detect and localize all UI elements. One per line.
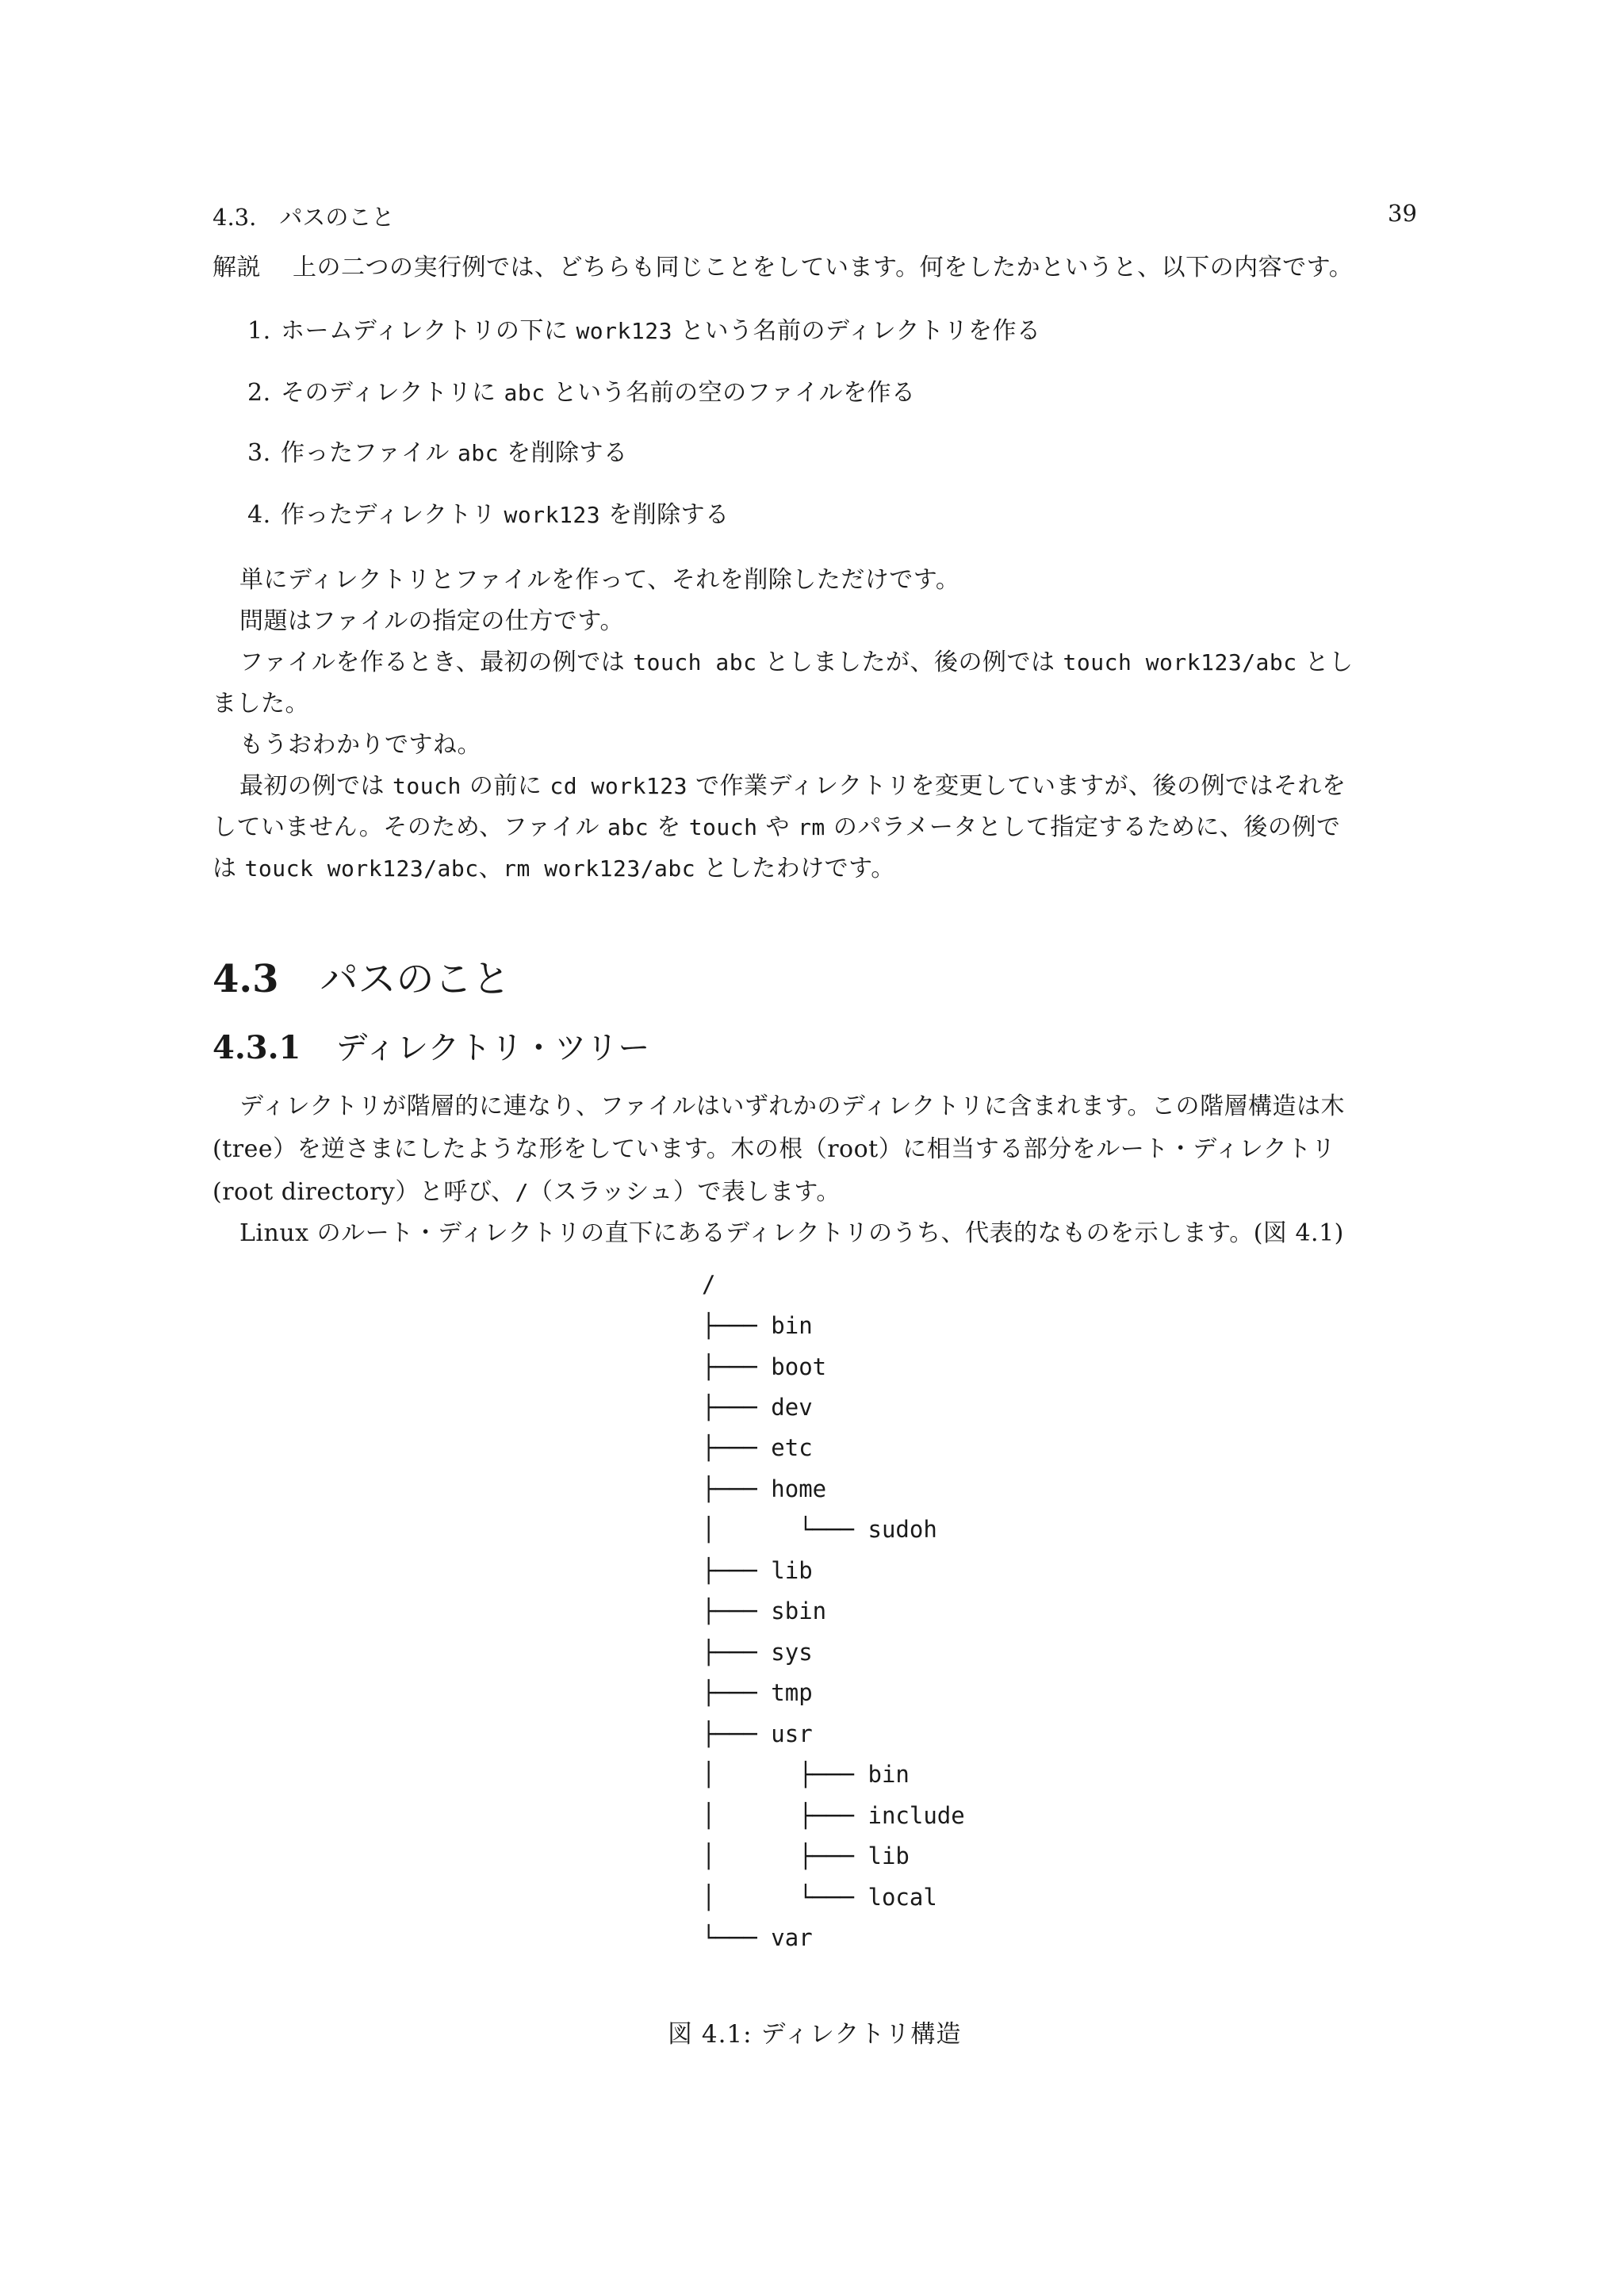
list-number: 2. — [247, 379, 271, 407]
paragraph: もうおわかりですね。 — [239, 731, 481, 759]
paragraph-line: (tree）を逆さまにしたような形をしています。木の根（root）に相当する部分をルート・ディレクトリ — [213, 1135, 1336, 1163]
tree-node: │ ├─── include — [702, 1802, 965, 1829]
inline-code: touch work123/abc — [1063, 649, 1297, 675]
section-number: 4.3 — [213, 957, 279, 1001]
list-item — [247, 495, 730, 530]
subsection-number: 4.3.1 — [213, 1029, 301, 1066]
text-run: (root directory）と呼び、 — [213, 1178, 515, 1206]
inline-code: abc — [504, 380, 546, 406]
text-run: 、 — [478, 855, 504, 882]
paragraph: 問題はファイルの指定の仕方です。 — [239, 607, 624, 635]
inline-code: touch — [688, 814, 758, 840]
text-run: の前に — [461, 772, 550, 800]
tree-node: │ ├─── lib — [702, 1843, 910, 1869]
inline-code: cd work123 — [550, 773, 688, 799]
paragraph: 単にディレクトリとファイルを作って、それを削除しただけです。 — [239, 566, 960, 594]
paragraph-line — [213, 807, 1340, 842]
inline-code: touch — [393, 773, 462, 799]
text-run: としたわけです。 — [695, 855, 895, 882]
text-run: （スラッシュ）で表します。 — [529, 1178, 841, 1206]
tree-node: ├─── lib — [702, 1557, 813, 1584]
tree-node: │ ├─── bin — [702, 1761, 910, 1788]
inline-code: work123 — [576, 318, 672, 344]
tree-node: ├─── bin — [702, 1312, 813, 1339]
tree-node: ├─── etc — [702, 1434, 813, 1461]
explanation-lead: 解説 — [213, 254, 261, 281]
text-run: は — [213, 855, 245, 882]
section-title: パスのこと — [320, 957, 511, 1001]
inline-code: touck work123/abc — [244, 855, 479, 882]
list-number: 1. — [247, 317, 271, 345]
list-text: 作ったディレクトリ — [281, 501, 504, 529]
tree-node: ├─── home — [702, 1475, 827, 1502]
inline-code: / — [515, 1179, 530, 1205]
list-text: そのディレクトリに — [281, 379, 504, 407]
tree-node: └─── var — [702, 1924, 813, 1951]
running-header-section: 4.3. パスのこと — [213, 204, 395, 231]
text-run: で作業ディレクトリを変更していますが、後の例ではそれを — [688, 772, 1346, 800]
text-run: とし — [1297, 649, 1354, 676]
list-text: を削除する — [600, 501, 730, 529]
list-number: 4. — [247, 501, 271, 529]
list-item — [247, 433, 628, 468]
inline-code: work123 — [504, 502, 601, 528]
tree-node: ├─── sbin — [702, 1598, 827, 1624]
text-run: 最初の例では — [239, 772, 393, 800]
paragraph-line: Linux のルート・ディレクトリの直下にあるディレクトリのうち、代表的なものを示します。(図 4.1) — [239, 1219, 1344, 1247]
tree-node: ├─── usr — [702, 1720, 813, 1747]
paragraph-line: ました。 — [213, 690, 309, 718]
subsection-title: ディレクトリ・ツリー — [335, 1030, 650, 1066]
tree-node: ├─── tmp — [702, 1679, 813, 1706]
subsection-heading — [213, 1023, 649, 1068]
explanation-paragraph — [213, 247, 1353, 282]
list-text: ホームディレクトリの下に — [281, 317, 576, 345]
tree-node: │ └─── sudoh — [702, 1516, 937, 1543]
text-run: のパラメータとして指定するために、後の例で — [825, 813, 1341, 841]
tree-node: ├─── sys — [702, 1639, 813, 1666]
explanation-text: 上の二つの実行例では、どちらも同じことをしています。何をしたかというと、以下の内容です。 — [293, 254, 1354, 281]
list-text: を削除する — [499, 439, 628, 467]
list-number: 3. — [247, 439, 271, 467]
paragraph-line — [239, 642, 1354, 677]
section-heading — [213, 948, 511, 1003]
paragraph-line — [213, 848, 895, 883]
paragraph-line: ディレクトリが階層的に連なり、ファイルはいずれかのディレクトリに含まれます。この階層構造は木 — [239, 1093, 1345, 1120]
text-run: していません。そのため、ファイル — [213, 813, 608, 841]
list-item — [247, 311, 1041, 346]
list-text: 作ったファイル — [281, 439, 458, 467]
text-run: としましたが、後の例では — [756, 649, 1063, 676]
inline-code: rm — [798, 814, 825, 840]
inline-code: abc — [457, 440, 500, 466]
tree-node: ├─── boot — [702, 1353, 827, 1380]
tree-node: ├─── dev — [702, 1394, 813, 1421]
inline-code: abc — [607, 814, 649, 840]
list-text: という名前の空のファイルを作る — [545, 379, 916, 407]
text-run: や — [757, 813, 799, 841]
figure-caption: 図 4.1: ディレクトリ構造 — [668, 2020, 962, 2049]
text-run: ファイルを作るとき、最初の例では — [239, 649, 634, 676]
paragraph-line — [213, 1172, 841, 1207]
tree-node: │ └─── local — [702, 1884, 937, 1911]
tree-node-root: / — [702, 1271, 716, 1298]
page-number: 39 — [1388, 200, 1417, 227]
text-run: を — [649, 813, 689, 841]
inline-code: rm work123/abc — [503, 855, 696, 882]
list-item — [247, 373, 916, 408]
inline-code: touch abc — [633, 649, 757, 675]
paragraph-line — [239, 766, 1346, 801]
list-text: という名前のディレクトリを作る — [672, 317, 1041, 345]
